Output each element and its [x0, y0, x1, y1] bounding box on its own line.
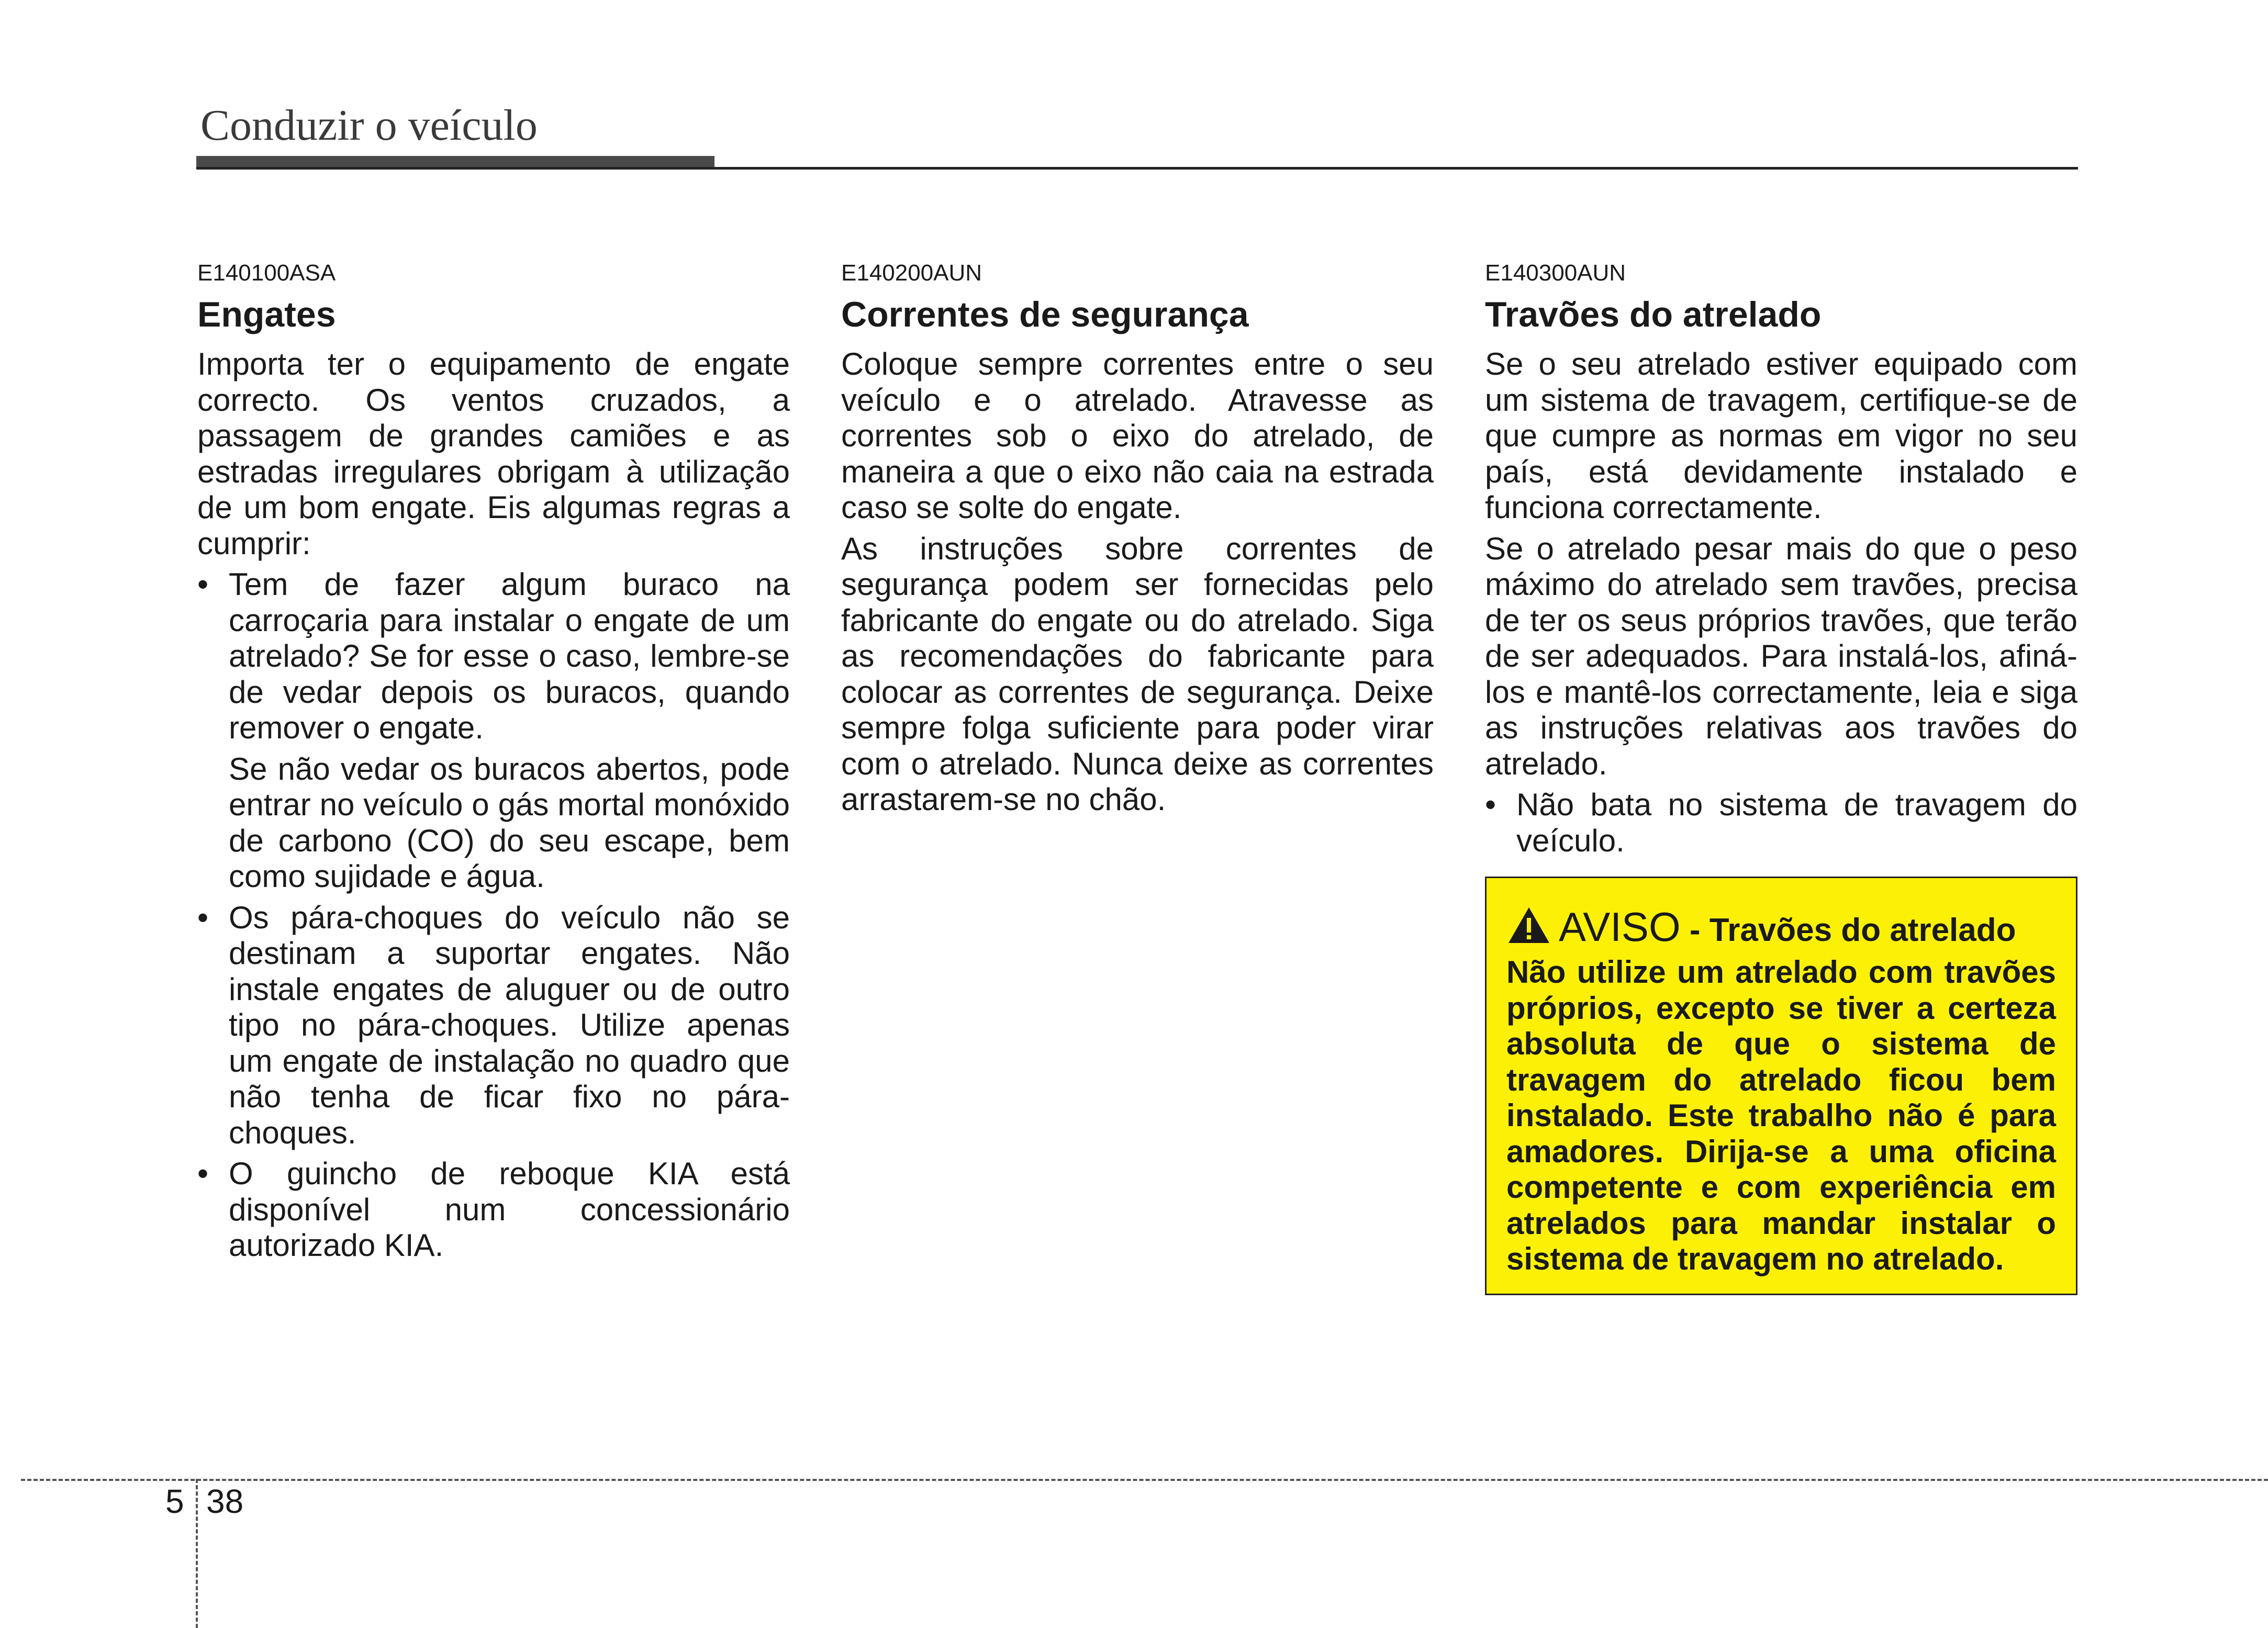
section-code: E140200AUN [841, 260, 982, 286]
section-correntes [841, 262, 1434, 823]
warning-label: AVISO [1559, 904, 1681, 950]
bullet-symbol: • [197, 900, 209, 935]
section-code: E140100ASA [197, 260, 336, 286]
page-title: Conduzir o veículo [200, 101, 538, 150]
warning-triangle-icon [1506, 905, 1551, 947]
bullet-text: O guincho de reboque KIA está disponível num concessionário autorizado KIA. [229, 1156, 790, 1263]
bullet-item [197, 900, 790, 1151]
warning-box [1485, 877, 2077, 1295]
bullet-text: Não bata no sistema de travagem do veículo. [1516, 787, 2077, 858]
chapter-number: 5 [165, 1483, 184, 1520]
section-paragraph: Se o seu atrelado estiver equipado com um sistema de travagem, certifique-se de que cumpre as normas em vigor no seu país, está devidamente instalado e funciona correctamente. [1485, 346, 2077, 525]
page-number: 38 [206, 1483, 244, 1520]
section-heading: Correntes de segurança [841, 295, 1249, 334]
section-code: E140300AUN [1485, 260, 1626, 286]
section-paragraph: As instruções sobre correntes de segurança podem ser fornecidas pelo fabricante do engate ou do atrelado. Siga as recomendações do fabricante para colocar as correntes de segurança. Deixe sempre folga suficiente para poder virar com o atrelado. Nunca deixe as correntes arrastarem-se no chão. [841, 531, 1434, 817]
warning-title [1506, 904, 2056, 950]
section-engates [197, 262, 790, 1269]
bullet-symbol: • [197, 1156, 209, 1192]
warning-subtitle: Travões do atrelado [1709, 912, 2016, 948]
footer-divider [21, 1479, 2268, 1481]
bullet-text: Tem de fazer algum buraco na carroçaria para instalar o engate de um atrelado? Se for esse o caso, lembre-se de vedar depois os buracos, quando remover o engate. [229, 567, 790, 746]
section-intro: Importa ter o equipamento de engate correcto. Os ventos cruzados, a passagem de grandes camiões e as estradas irregulares obrigam à utilização de um bom engate. Eis algumas regras a cumprir: [197, 346, 790, 561]
bullet-item [197, 1156, 790, 1264]
section-travoes [1485, 262, 2077, 864]
header-rule [196, 167, 2078, 170]
bullet-symbol: • [197, 567, 209, 602]
warning-separator: - [1680, 912, 1710, 948]
bullet-text: Os pára-choques do veículo não se destinam a suportar engates. Não instale engates de aluguer ou de outro tipo no pára-choques. Utilize apenas um engate de instalação no quadro que não tenha de ficar fixo no pára-choques. [229, 900, 790, 1150]
section-paragraph: Coloque sempre correntes entre o seu veículo e o atrelado. Atravesse as correntes sob o eixo do atrelado, de maneira a que o eixo não caia na estrada caso se solte do engate. [841, 346, 1434, 525]
bullet-item [1485, 787, 2077, 859]
warning-text: Não utilize um atrelado com travões próprios, excepto se tiver a certeza absoluta de que o sistema de travagem do atrelado ficou bem instalado. Este trabalho não é para amadores. Dirija-se a uma oficina competente e com experiência em atrelados para mandar instalar o sistema de travagem no atrelado. [1506, 955, 2056, 1276]
section-heading: Engates [197, 295, 336, 334]
section-paragraph: Se o atrelado pesar mais do que o peso máximo do atrelado sem travões, precisa de ter os seus próprios travões, que terão de ser adequados. Para instalá-los, afiná-los e mantê-los correctamente, leia e siga as instruções relativas aos travões do atrelado. [1485, 531, 2077, 781]
bullet-item [197, 567, 790, 746]
bullet-continuation: Se não vedar os buracos abertos, pode entrar no veículo o gás mortal monóxido de carbono (CO) do seu escape, bem como sujidade e água. [229, 751, 790, 894]
bullet-symbol: • [1485, 787, 1496, 823]
footer-margin-line [196, 1479, 198, 1628]
section-heading: Travões do atrelado [1485, 295, 1822, 334]
